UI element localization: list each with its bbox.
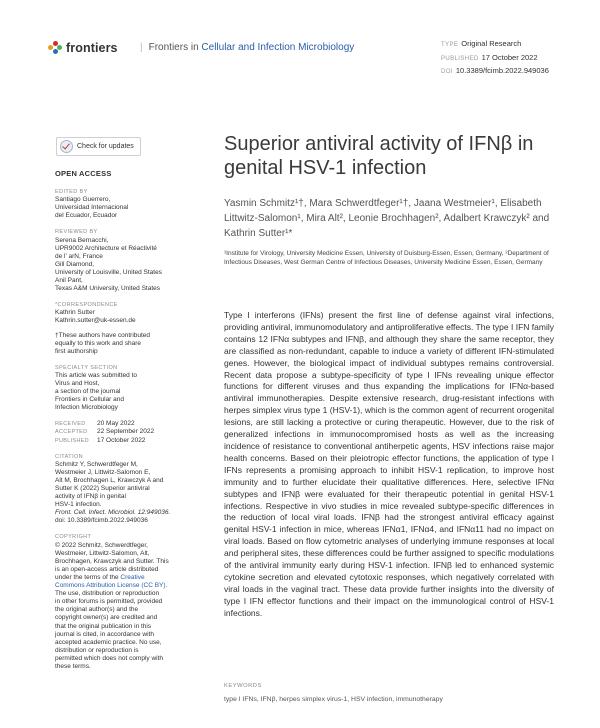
sidebar-published-label: PUBLISHED — [55, 437, 89, 444]
copyright-post: The use, distribution or reproduction in other forums is permitted, provided the original author(s) and the copyright owner(s) are credited and that the original publication in this journal is cited, in accordance with accepted academic practice. No use, distribution or reproduction is permitted which does not comply with these terms. — [55, 590, 164, 670]
citation: Schmitz Y, Schwerdtfeger M, Westmeier J, Littwitz-Salomon E, Alt M, Brochhagen L, Krawczyk A and Sutter K (2022) Superior antiviral activity of IFNβ in genital HSV-1 infection. — [55, 460, 164, 509]
citation-label: CITATION — [55, 453, 84, 460]
abstract: Type I interferons (IFNs) present the first line of defense against viral infections, providing antiviral, immunomodulatory and antiproliferative effects. The type I IFN family contains 12 IFNα subtypes and IFNβ, and although they share the same receptor, they are classified as non-redundant, capable to induce a variety of different IFN-stimulated genes. However, the biological impact of individual subtypes remains controversial. Recent data propose a subtype-specificity of type I IFNs revealing unique effector functions for different viruses and thus expanding the implications for IFNα-based antiviral immunotherapies. Despite extensive research, drug-resistant infections with herpes simplex virus type 1 (HSV-1), which is the common agent of recurrent orogenital lesions, are still lacking a protective or curing therapeutic. However, due to the risk of generalized infections in immunocompromised hosts as well as the increasing incidence of resistance to conventional antiherpetic agents, HSV infections raise major health concerns. Based on their pleiotropic effector functions, the application of type I IFNs represents a promising approach to inhibit HSV-1 replication, to improve host immunity and to further elucidate their qualitative differences. Here, selective IFNα subtypes and IFNβ were evaluated for their therapeutic potential in genital HSV-1 infections. Respective in vivo studies in mice revealed subtype-specific differences in the reduction of local viral loads. IFNβ had the strongest antiviral efficacy against genital HSV-1 infection in mice, whereas IFNα1, IFNα4, and IFNα11 had no impact on viral loads. Based on flow cytometric analyses of underlying immune responses at local and peripheral sites, these differences could be further assigned to specific modulations of the antiviral immunity early during HSV-1 infection. IFNβ led to enhanced systemic cytokine secretion and elevated cytotoxic responses, which negatively correlated with viral loads in the vaginal tract. These data provide further insights into the diversity of type I IFN effector functions and their impact on the immunological control of HSV-1 infections. — [224, 310, 554, 618]
accepted-date: 22 September 2022 — [97, 428, 155, 436]
affiliations: ¹Institute for Virology, University Medicine Essen, University of Duisburg-Essen, Essen, Germany, ²Department of Infectious Diseases, West German Centre of Infectious Diseases, University Medicine Essen, Essen, Germany — [224, 250, 549, 266]
journal-line: | Frontiers in Cellular and Infection Microbiology — [140, 42, 355, 53]
check-updates-icon — [60, 140, 73, 153]
doi-label: DOI — [441, 69, 453, 75]
keywords: type I IFNs, IFNβ, herpes simplex virus-1, HSV infection, immunotherapy — [224, 696, 443, 703]
reviewed-by-label: REVIEWED BY — [55, 229, 98, 236]
cc-by-license-link[interactable]: Creative Commons Attribution License (CC BY). — [55, 573, 168, 590]
copyright-text — [55, 542, 180, 672]
published-label: PUBLISHED — [441, 55, 479, 62]
received-date: 20 May 2022 — [97, 420, 135, 428]
correspondence-label: *CORRESPONDENCE — [55, 302, 118, 309]
open-access-badge: OPEN ACCESS — [55, 169, 112, 178]
journal-prefix: Frontiers in — [148, 42, 199, 53]
citation-journal: Front. Cell. Infect. Microbiol. 12:949036. — [55, 509, 171, 517]
dates-block — [55, 420, 180, 444]
frontiers-logo — [48, 40, 118, 56]
article-meta — [441, 38, 549, 79]
published-date: 17 October 2022 — [481, 52, 538, 62]
specialty-section-label: SPECIALTY SECTION — [55, 364, 118, 371]
correspondence: Kathrin Sutter Kathrin.sutter@uk-essen.de — [55, 309, 136, 325]
article-title: Superior antiviral activity of IFNβ in genital HSV-1 infection — [224, 133, 534, 179]
equal-contribution-note: †These authors have contributed equally to this work and share first authorship — [55, 331, 151, 355]
doi-link[interactable]: 10.3389/fcimb.2022.949036 — [455, 66, 549, 75]
article-sidebar — [55, 170, 180, 671]
received-label: RECEIVED — [55, 421, 86, 428]
journal-name[interactable]: Cellular and Infection Microbiology — [201, 42, 355, 53]
copyright-label: COPYRIGHT — [55, 534, 92, 541]
frontiers-logo-icon — [48, 41, 62, 55]
citation-doi[interactable]: doi: 10.3389/fcimb.2022.949036 — [55, 517, 148, 525]
edited-by: Santiago Guerrero, Universidad Internacional del Ecuador, Ecuador — [55, 196, 129, 220]
reviewed-by: Serena Bernacchi, UPR9002 Architecture et Réactivité de l' arN, France Gill Diamond, University of Louisville, United States Anil Pant, Texas A&M University, United States — [55, 236, 162, 293]
edited-by-label: EDITED BY — [55, 189, 88, 196]
copyright-pre: © 2022 Schmitz, Schwerdtfeger, Westmeier, Littwitz-Salomon, Alt, Brochhagen, Krawczyk and Sutter. This is an open-access article distributed under the terms of the — [55, 541, 169, 581]
brand-name: frontiers — [66, 41, 118, 55]
accepted-label: ACCEPTED — [55, 429, 88, 436]
author-list: Yasmin Schmitz¹†, Mara Schwerdtfeger¹†, Jaana Westmeier¹, Elisabeth Littwitz-Salomon¹, Mira Alt², Leonie Brochhagen², Adalbert Krawczyk² and Kathrin Sutter¹* — [224, 198, 550, 239]
check-updates-label: Check for updates — [77, 143, 134, 150]
specialty-section: This article was submitted to Virus and Host, a section of the journal Frontiers in Cellular and Infection Microbiology — [55, 371, 138, 412]
type-label: TYPE — [441, 42, 459, 48]
check-for-updates-button[interactable] — [56, 137, 141, 156]
article-type: Original Research — [461, 39, 522, 48]
sidebar-published-date: 17 October 2022 — [97, 436, 146, 444]
keywords-label: KEYWORDS — [224, 683, 262, 689]
